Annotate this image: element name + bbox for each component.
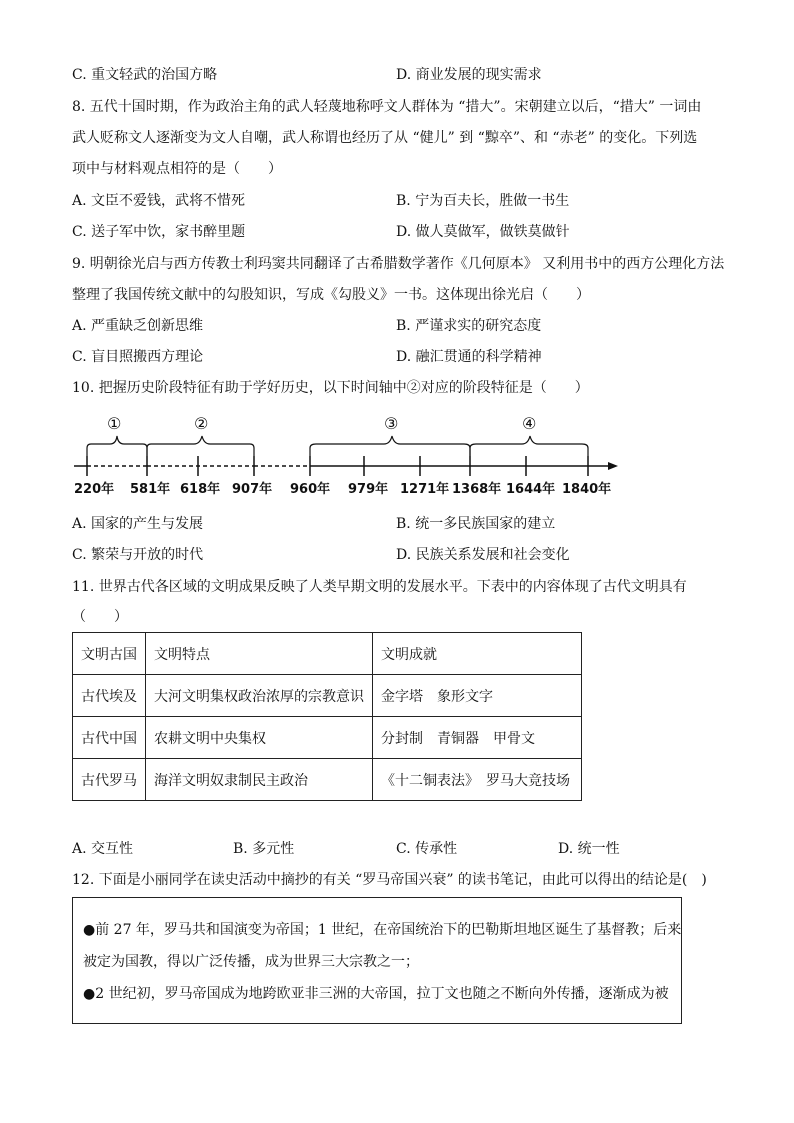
- table-cell: 分封制 青铜器 甲骨文: [373, 717, 582, 759]
- q11-option-c[interactable]: C. 传承性: [396, 841, 458, 857]
- table-header-cell: 文明古国: [73, 633, 146, 675]
- q7-option-d[interactable]: D. 商业发展的现实需求: [396, 67, 542, 83]
- table-header-cell: 文明成就: [373, 633, 582, 675]
- period-2-label: ②: [194, 414, 209, 433]
- q7-option-c[interactable]: C. 重文轻武的治国方略: [72, 67, 218, 83]
- table-row: [73, 717, 582, 759]
- q9-option-d[interactable]: D. 融汇贯通的科学精神: [396, 349, 542, 365]
- q9-stem-line-1: 9. 明朝徐光启与西方传教士利玛窦共同翻译了古希腊数学著作《几何原本》 又利用书中的西方公理化方法: [72, 256, 725, 272]
- q8-option-d[interactable]: D. 做人莫做军，做铁莫做针: [396, 224, 570, 240]
- q8-option-b[interactable]: B. 宁为百夫长，胜做一书生: [396, 193, 570, 209]
- q9-option-a[interactable]: A. 严重缺乏创新思维: [72, 318, 204, 334]
- note-line-2: 被定为国教，得以广泛传播，成为世界三大宗教之一；: [83, 954, 419, 970]
- q8-stem-line-1: 8. 五代十国时期，作为政治主角的武人轻蔑地称呼文人群体为 “措大”。宋朝建立以后，“措大” 一词由: [72, 99, 702, 115]
- table-row: [73, 759, 582, 801]
- year-1368: 1368年: [452, 482, 502, 497]
- table-header-cell: 文明特点: [146, 633, 373, 675]
- q11-option-d[interactable]: D. 统一性: [558, 841, 620, 857]
- q8-stem-line-3: 项中与材料观点相符的是（ ）: [72, 161, 282, 177]
- table-cell: 古代中国: [73, 717, 146, 759]
- q9-option-c[interactable]: C. 盲目照搬西方理论: [72, 349, 204, 365]
- q12-stem: 12. 下面是小丽同学在读史活动中摘抄的有关 “罗马帝国兴衰” 的读书笔记，由此可以得出的结论是( ): [72, 872, 707, 888]
- q10-option-a[interactable]: A. 国家的产生与发展: [72, 516, 204, 532]
- q9-stem-line-2: 整理了我国传统文献中的勾股知识，写成《勾股义》一书。这体现出徐光启（ ）: [72, 287, 590, 303]
- q8-option-c[interactable]: C. 送子军中饮，家书醉里题: [72, 224, 246, 240]
- q11-stem-line-1: 11. 世界古代各区域的文明成果反映了人类早期文明的发展水平。下表中的内容体现了古代文明具有: [72, 579, 687, 595]
- q11-stem-line-2: （ ）: [72, 609, 128, 625]
- table-row: [73, 675, 582, 717]
- table-cell: 金字塔 象形文字: [373, 675, 582, 717]
- period-4-label: ④: [522, 414, 537, 433]
- period-3-label: ③: [384, 414, 399, 433]
- note-line-1: ●前 27 年，罗马共和国演变为帝国；1 世纪，在帝国统治下的巴勒斯坦地区诞生了基督教；后来: [83, 922, 682, 938]
- q10-option-d[interactable]: D. 民族关系发展和社会变化: [396, 547, 570, 563]
- reading-notes-box: [72, 897, 682, 1024]
- year-907: 907年: [232, 482, 273, 497]
- period-1-label: ①: [107, 414, 122, 433]
- table-cell: 古代埃及: [73, 675, 146, 717]
- year-1271: 1271年: [400, 482, 450, 497]
- q10-option-c[interactable]: C. 繁荣与开放的时代: [72, 547, 204, 563]
- q9-option-b[interactable]: B. 严谨求实的研究态度: [396, 318, 542, 334]
- q10-stem: 10. 把握历史阶段特征有助于学好历史，以下时间轴中②对应的阶段特征是（ ）: [72, 380, 589, 396]
- note-line-3: ●2 世纪初，罗马帝国成为地跨欧亚非三洲的大帝国，拉丁文也随之不断向外传播，逐渐成为被: [83, 986, 669, 1002]
- table-cell: 农耕文明中央集权: [146, 717, 373, 759]
- year-960: 960年: [290, 482, 331, 497]
- year-581: 581年: [130, 482, 171, 497]
- year-1840: 1840年: [562, 482, 612, 497]
- civilization-table: [72, 632, 582, 801]
- year-1644: 1644年: [506, 482, 556, 497]
- q11-option-b[interactable]: B. 多元性: [233, 841, 295, 857]
- year-220: 220年: [74, 482, 115, 497]
- table-cell: 海洋文明奴隶制民主政治: [146, 759, 373, 801]
- q10-option-b[interactable]: B. 统一多民族国家的建立: [396, 516, 556, 532]
- table-cell: 《十二铜表法》 罗马大竞技场: [373, 759, 582, 801]
- q11-option-a[interactable]: A. 交互性: [72, 841, 134, 857]
- history-timeline: [60, 410, 630, 500]
- year-979: 979年: [348, 482, 389, 497]
- q8-option-a[interactable]: A. 文臣不爱钱，武将不惜死: [72, 193, 246, 209]
- year-618: 618年: [180, 482, 221, 497]
- q8-stem-line-2: 武人贬称文人逐渐变为文人自嘲，武人称谓也经历了从 “健儿” 到 “黥卒”、和 “赤老” 的变化。下列选: [72, 130, 698, 146]
- table-cell: 古代罗马: [73, 759, 146, 801]
- table-header-row: [73, 633, 582, 675]
- table-cell: 大河文明集权政治浓厚的宗教意识: [146, 675, 373, 717]
